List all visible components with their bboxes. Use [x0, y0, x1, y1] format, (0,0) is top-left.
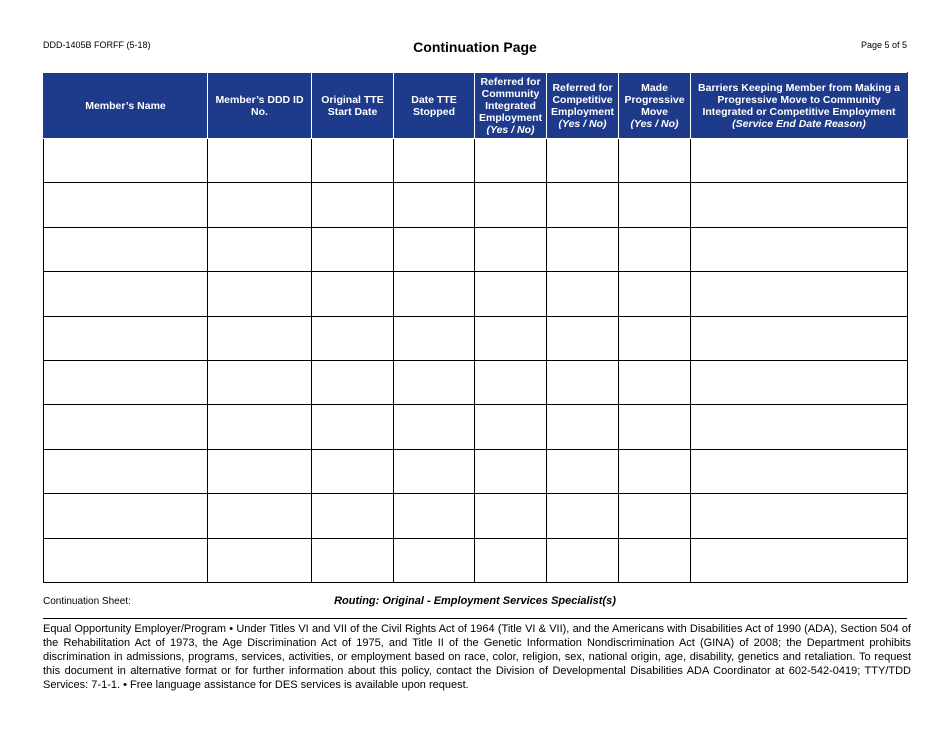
- cell-barriers[interactable]: [691, 183, 908, 227]
- cell-ddd-id[interactable]: [208, 360, 312, 404]
- col-header-label: Referred for Competitive Employment: [550, 81, 614, 118]
- continuation-table: [43, 72, 908, 583]
- cell-tte-stopped[interactable]: [394, 538, 475, 582]
- cell-progressive-move[interactable]: [619, 183, 691, 227]
- cell-referred-competitive[interactable]: [547, 227, 619, 271]
- cell-barriers[interactable]: [691, 360, 908, 404]
- cell-referred-community[interactable]: [475, 227, 547, 271]
- cell-referred-community[interactable]: [475, 272, 547, 316]
- cell-progressive-move[interactable]: [619, 494, 691, 538]
- form-id: DDD-1405B FORFF (5-18): [43, 40, 151, 50]
- col-header-members-name: [44, 73, 208, 139]
- cell-ddd-id[interactable]: [208, 449, 312, 493]
- cell-tte-start[interactable]: [312, 449, 394, 493]
- cell-tte-start[interactable]: [312, 183, 394, 227]
- cell-tte-stopped[interactable]: [394, 227, 475, 271]
- cell-progressive-move[interactable]: [619, 272, 691, 316]
- cell-ddd-id[interactable]: [208, 316, 312, 360]
- col-header-label: Referred for Community Integrated Employment: [478, 75, 542, 124]
- col-header-ddd-id: [208, 73, 312, 139]
- cell-members-name[interactable]: [44, 272, 208, 316]
- cell-members-name[interactable]: [44, 494, 208, 538]
- cell-barriers[interactable]: [691, 538, 908, 582]
- cell-tte-stopped[interactable]: [394, 316, 475, 360]
- cell-members-name[interactable]: [44, 316, 208, 360]
- cell-referred-competitive[interactable]: [547, 449, 619, 493]
- cell-barriers[interactable]: [691, 272, 908, 316]
- table-row: [44, 449, 908, 493]
- cell-referred-community[interactable]: [475, 139, 547, 183]
- col-header-label: Date TTE Stopped: [411, 93, 457, 118]
- col-header-label: Made Progressive Move: [624, 81, 685, 118]
- cell-referred-competitive[interactable]: [547, 183, 619, 227]
- col-header-referred-competitive: [547, 73, 619, 139]
- routing-text: Routing: Original - Employment Services Specialist(s): [334, 595, 616, 607]
- cell-tte-start[interactable]: [312, 494, 394, 538]
- col-header-label: Member’s Name: [85, 99, 166, 112]
- cell-referred-competitive[interactable]: [547, 494, 619, 538]
- table-row: [44, 405, 908, 449]
- cell-referred-community[interactable]: [475, 316, 547, 360]
- cell-tte-start[interactable]: [312, 316, 394, 360]
- cell-ddd-id[interactable]: [208, 183, 312, 227]
- cell-tte-start[interactable]: [312, 360, 394, 404]
- nondiscrimination-notice: Equal Opportunity Employer/Program • Under Titles VI and VII of the Civil Rights Act of 1964 (Title VI & VII), and the Americans with Disabilities Act of 1990 (ADA), Section 504 of the Rehabilitation Act of 1973, the Age Discrimination Act of 1975, and Title II of the Genetic Information Nondiscrimination Act (GINA) of 2008; the Department prohibits discrimination in admissions, programs, services, activities, or employment based on race, color, religion, sex, national origin, age, disability, genetics and retaliation. To request this document in alternative format or for further information about this policy, contact the Division of Developmental Disabilities ADA Coordinator at 602-542-0419; TTY/TDD Services: 7-1-1. • Free language assistance for DES services is available upon request.: [43, 623, 911, 691]
- cell-referred-competitive[interactable]: [547, 360, 619, 404]
- col-header-sublabel: (Yes / No): [486, 123, 535, 136]
- cell-tte-start[interactable]: [312, 139, 394, 183]
- continuation-sheet-label: Continuation Sheet:: [43, 596, 131, 607]
- table-body: [44, 139, 908, 583]
- divider: [43, 618, 907, 619]
- cell-tte-start[interactable]: [312, 405, 394, 449]
- cell-progressive-move[interactable]: [619, 139, 691, 183]
- table-row: [44, 494, 908, 538]
- col-header-tte-start: [312, 73, 394, 139]
- col-header-sublabel: (Service End Date Reason): [732, 117, 866, 130]
- cell-barriers[interactable]: [691, 449, 908, 493]
- cell-progressive-move[interactable]: [619, 227, 691, 271]
- cell-referred-competitive[interactable]: [547, 316, 619, 360]
- cell-tte-stopped[interactable]: [394, 494, 475, 538]
- table-row: [44, 139, 908, 183]
- col-header-label: Barriers Keeping Member from Making a Progressive Move to Community Integrated or Competitive Employment: [698, 81, 900, 118]
- col-header-label: Member’s DDD ID No.: [215, 93, 304, 118]
- cell-members-name[interactable]: [44, 360, 208, 404]
- cell-members-name[interactable]: [44, 227, 208, 271]
- cell-members-name[interactable]: [44, 405, 208, 449]
- cell-tte-stopped[interactable]: [394, 272, 475, 316]
- table-row: [44, 538, 908, 582]
- cell-ddd-id[interactable]: [208, 272, 312, 316]
- col-header-barriers: [691, 73, 908, 139]
- cell-members-name[interactable]: [44, 449, 208, 493]
- cell-progressive-move[interactable]: [619, 405, 691, 449]
- table-header-row: [44, 73, 908, 139]
- cell-referred-competitive[interactable]: [547, 139, 619, 183]
- cell-members-name[interactable]: [44, 139, 208, 183]
- cell-barriers[interactable]: [691, 494, 908, 538]
- cell-tte-start[interactable]: [312, 227, 394, 271]
- page-title: Continuation Page: [413, 39, 537, 55]
- cell-referred-competitive[interactable]: [547, 538, 619, 582]
- cell-tte-start[interactable]: [312, 272, 394, 316]
- cell-referred-community[interactable]: [475, 494, 547, 538]
- table-row: [44, 227, 908, 271]
- cell-barriers[interactable]: [691, 227, 908, 271]
- page-number: Page 5 of 5: [860, 40, 907, 50]
- cell-barriers[interactable]: [691, 139, 908, 183]
- col-header-tte-stopped: [394, 73, 475, 139]
- cell-members-name[interactable]: [44, 538, 208, 582]
- cell-progressive-move[interactable]: [619, 538, 691, 582]
- cell-referred-community[interactable]: [475, 405, 547, 449]
- cell-tte-stopped[interactable]: [394, 360, 475, 404]
- cell-progressive-move[interactable]: [619, 449, 691, 493]
- cell-ddd-id[interactable]: [208, 227, 312, 271]
- cell-ddd-id[interactable]: [208, 139, 312, 183]
- col-header-sublabel: (Yes / No): [630, 117, 679, 130]
- cell-members-name[interactable]: [44, 183, 208, 227]
- table-row: [44, 183, 908, 227]
- cell-tte-start[interactable]: [312, 538, 394, 582]
- cell-ddd-id[interactable]: [208, 538, 312, 582]
- cell-tte-stopped[interactable]: [394, 449, 475, 493]
- cell-ddd-id[interactable]: [208, 494, 312, 538]
- cell-progressive-move[interactable]: [619, 316, 691, 360]
- cell-tte-stopped[interactable]: [394, 183, 475, 227]
- cell-barriers[interactable]: [691, 405, 908, 449]
- cell-tte-stopped[interactable]: [394, 139, 475, 183]
- cell-referred-community[interactable]: [475, 449, 547, 493]
- cell-referred-competitive[interactable]: [547, 405, 619, 449]
- col-header-progressive-move: [619, 73, 691, 139]
- cell-barriers[interactable]: [691, 316, 908, 360]
- table-row: [44, 316, 908, 360]
- cell-ddd-id[interactable]: [208, 405, 312, 449]
- cell-tte-stopped[interactable]: [394, 405, 475, 449]
- cell-referred-community[interactable]: [475, 360, 547, 404]
- col-header-label: Original TTE Start Date: [321, 93, 384, 118]
- cell-referred-competitive[interactable]: [547, 272, 619, 316]
- table-row: [44, 360, 908, 404]
- col-header-sublabel: (Yes / No): [558, 117, 607, 130]
- cell-progressive-move[interactable]: [619, 360, 691, 404]
- col-header-referred-community: [475, 73, 547, 139]
- cell-referred-community[interactable]: [475, 538, 547, 582]
- table-row: [44, 272, 908, 316]
- cell-referred-community[interactable]: [475, 183, 547, 227]
